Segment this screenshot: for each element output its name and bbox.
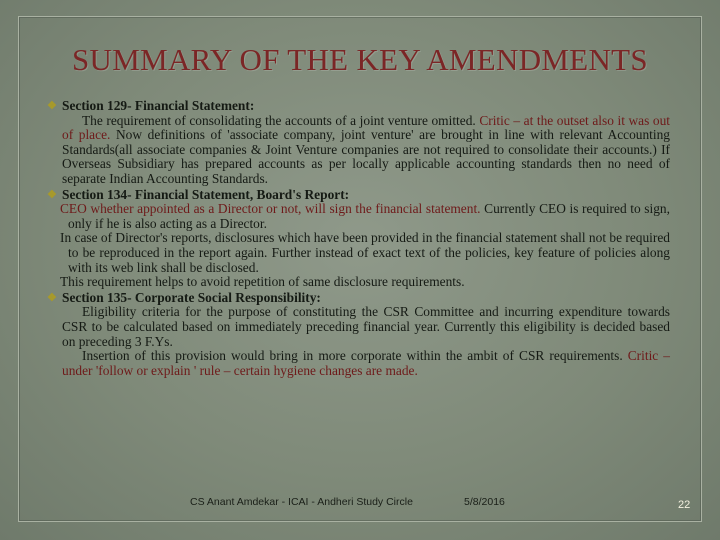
- section-paragraph: [48, 114, 670, 187]
- diamond-bullet-icon: ❖: [47, 100, 57, 112]
- slide-title: SUMMARY OF THE KEY AMENDMENTS: [72, 42, 648, 77]
- section-paragraph: [48, 305, 670, 349]
- paragraph-text: Currently CEO is required to sign, only if he is also acting as a Director.: [68, 201, 670, 231]
- paragraph-text: The requirement of consolidating the accounts of a joint venture omitted.: [82, 112, 480, 128]
- section-paragraph: [48, 275, 670, 290]
- footer-date: 5/8/2016: [464, 496, 505, 508]
- section-paragraph: [48, 231, 670, 275]
- section-heading: [48, 291, 670, 306]
- paragraph-text: Eligibility criteria for the purpose of constituting the CSR Committee and incurring expenditure towards CSR to be calculated based on immediately preceding financial year. Currently this eligibility is decided based on preceding 3 F.Ys.: [62, 304, 670, 349]
- section-heading: [48, 188, 670, 203]
- highlighted-text: CEO whether appointed as a Director or not, will sign the financial statement.: [60, 201, 481, 217]
- section-heading: [48, 99, 670, 114]
- highlighted-text: Critic – under 'follow or explain ' rule – certain hygiene changes are made.: [62, 348, 670, 378]
- highlighted-text: Critic – at the outset also it was out of place.: [62, 112, 670, 143]
- section-paragraph: [48, 202, 670, 231]
- section-heading-text: Section 134- Financial Statement, Board's Report:: [62, 186, 350, 202]
- paragraph-text: Now definitions of 'associate company, joint venture' are brought in line with relevant Accounting Standards(all associate companies & Joint Venture companies are not required to consolidate their accounts.) If Overseas Subsidiary has prepared accounts as per locally applicable accounting standards then no need of separate Indian Accounting Standards.: [62, 127, 670, 186]
- page-number: 22: [678, 499, 691, 511]
- section-paragraph: [48, 349, 670, 378]
- section-heading-text: Section 135- Corporate Social Responsibility:: [62, 289, 321, 305]
- paragraph-text: This requirement helps to avoid repetition of same disclosure requirements.: [60, 274, 465, 290]
- section-heading-text: Section 129- Financial Statement:: [62, 98, 255, 113]
- paragraph-text: In case of Director's reports, disclosures which have been provided in the financial statement shall not be required to be reproduced in the report again. Further instead of exact text of the policies, key feature of policies along with its web link shall be disclosed.: [60, 230, 670, 275]
- diamond-bullet-icon: ❖: [47, 188, 57, 201]
- paragraph-text: Insertion of this provision would bring in more corporate within the ambit of CSR requirements.: [82, 348, 628, 364]
- footer-presenter: CS Anant Amdekar - ICAI - Andheri Study Circle: [190, 496, 413, 508]
- slide-content: [48, 98, 670, 378]
- diamond-bullet-icon: ❖: [47, 291, 57, 304]
